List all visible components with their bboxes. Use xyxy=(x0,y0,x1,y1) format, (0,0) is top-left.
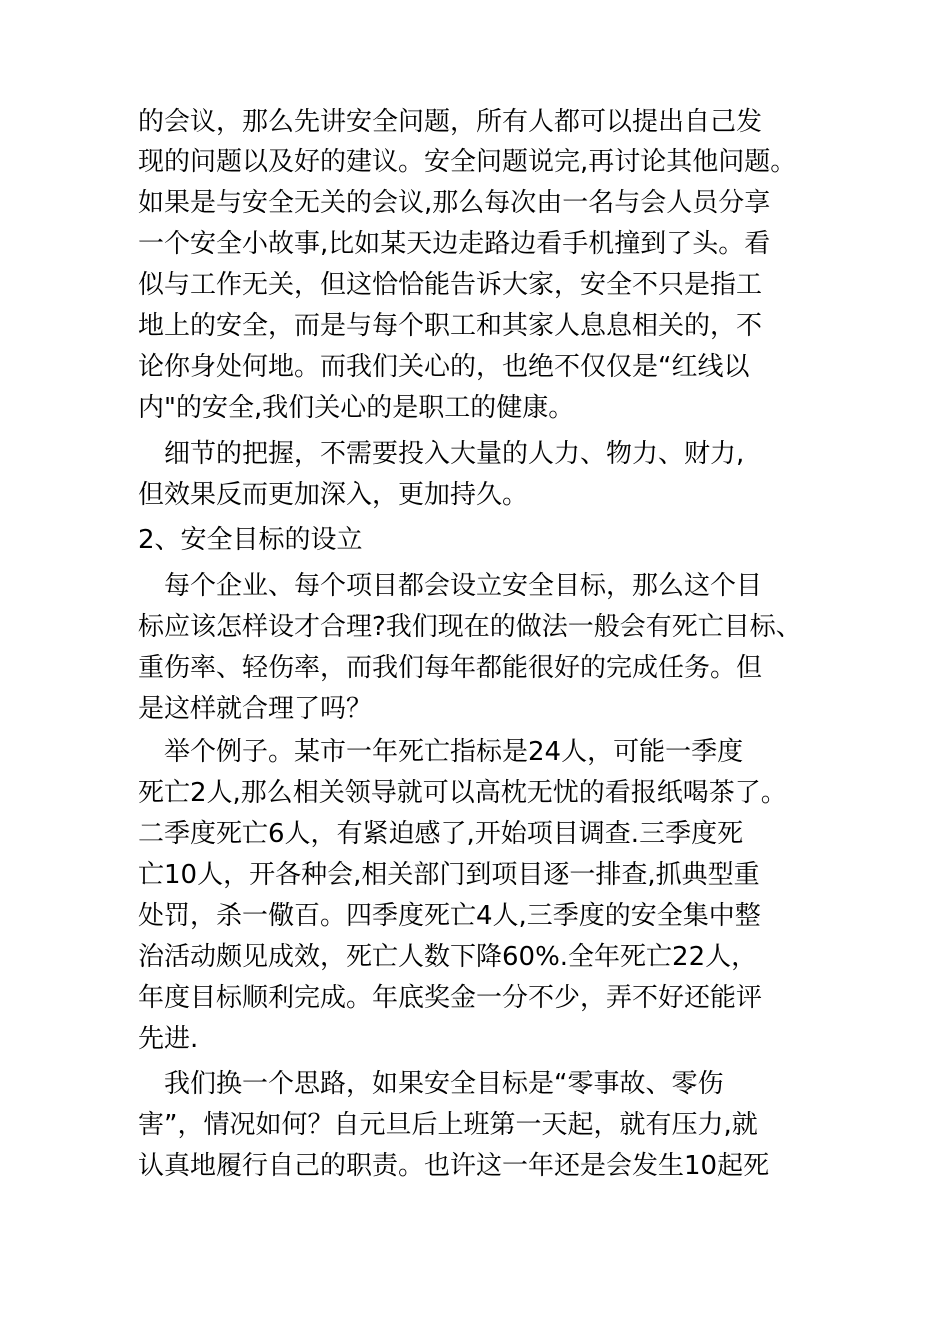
text-line: 害”，情况如何？自元旦后上班第一天起，就有压力,就 xyxy=(138,1110,758,1140)
text-line: 认真地履行自己的职责。也许这一年还是会发生10起死 xyxy=(138,1151,770,1181)
text-line: 细节的把握，不需要投入大量的人力、物力、财力, xyxy=(138,439,745,469)
text-line: 似与工作无关，但这恰恰能告诉大家，安全不只是指工 xyxy=(138,270,763,300)
text-line: 但效果反而更加深入，更加持久。 xyxy=(138,480,529,510)
text-line: 标应该怎样设才合理?我们现在的做法一般会有死亡目标、 xyxy=(138,612,802,642)
text-line: 二季度死亡6人，有紧迫感了,开始项目调查.三季度死 xyxy=(138,819,744,849)
text-line: 现的问题以及好的建议。安全问题说完,再讨论其他问题。 xyxy=(138,147,797,177)
text-line: 先进. xyxy=(138,1024,199,1054)
text-line: 内"的安全,我们关心的是职工的健康。 xyxy=(138,393,575,423)
text-line: 是这样就合理了吗？ xyxy=(138,694,373,724)
text-line: 治活动颇见成效，死亡人数下降60%.全年死亡22人， xyxy=(138,942,758,972)
text-line: 的会议，那么先讲安全问题，所有人都可以提出自己发 xyxy=(138,107,763,137)
text-line: 重伤率、轻伤率，而我们每年都能很好的完成任务。但 xyxy=(138,653,763,683)
text-line: 我们换一个思路，如果安全目标是“零事故、零伤 xyxy=(138,1069,724,1099)
text-line: 地上的安全，而是与每个职工和其家人息息相关的，不 xyxy=(138,311,763,341)
text-line: 死亡2人,那么相关领导就可以高枕无忧的看报纸喝茶了。 xyxy=(138,778,787,808)
text-line: 论你身处何地。而我们关心的，也绝不仅仅是“红线以 xyxy=(138,352,750,382)
text-line: 每个企业、每个项目都会设立安全目标，那么这个目 xyxy=(138,571,763,601)
text-line: 亡10人，开各种会,相关部门到项目逐一排查,抓典型重 xyxy=(138,860,760,890)
text-line: 举个例子。某市一年死亡指标是24人，可能一季度 xyxy=(138,737,744,767)
text-line: 年度目标顺利完成。年底奖金一分不少，弄不好还能评 xyxy=(138,983,763,1013)
text-line: 处罚，杀一儆百。四季度死亡4人,三季度的安全集中整 xyxy=(138,901,761,931)
text-line: 如果是与安全无关的会议,那么每次由一名与会人员分享 xyxy=(138,188,771,218)
text-line: 一个安全小故事,比如某天边走路边看手机撞到了头。看 xyxy=(138,229,771,259)
section-heading: 2、安全目标的设立 xyxy=(138,525,363,555)
